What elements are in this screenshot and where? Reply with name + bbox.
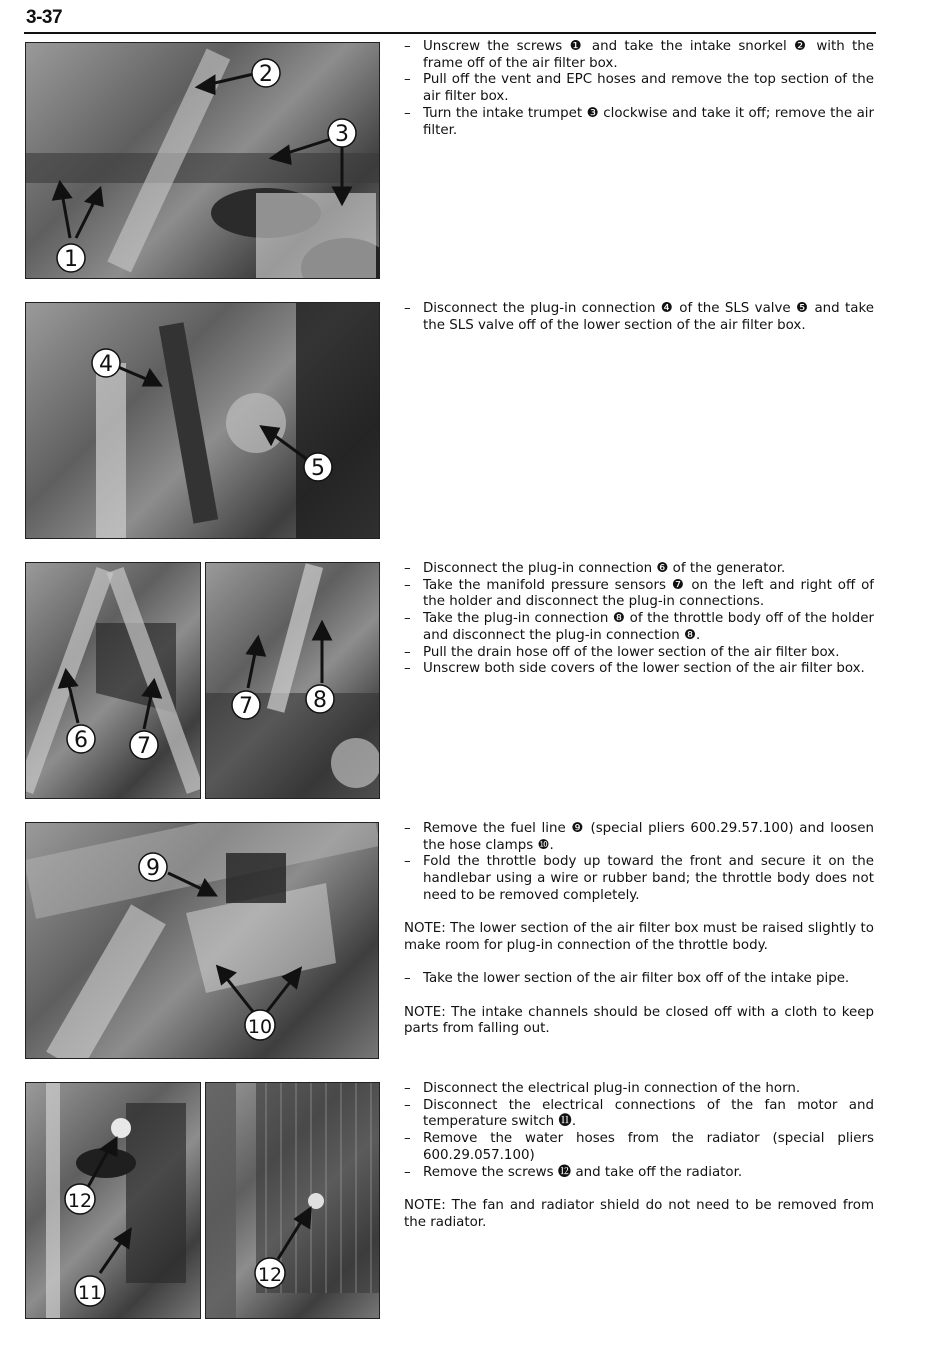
callout-4 [92, 349, 120, 377]
callout-8 [306, 685, 334, 713]
svg-text:7: 7 [137, 734, 151, 759]
svg-text:12: 12 [257, 1264, 283, 1286]
callout-6 [67, 725, 95, 753]
callout-12 [65, 1184, 95, 1214]
svg-text:9: 9 [146, 856, 160, 881]
photo-pressure-sensors [205, 562, 380, 799]
step: – Disconnect the plug-in connection ❹ of the SLS valve ❺ and take the SLS valve off of the lower section of the air filter box. [404, 301, 874, 334]
callout-9 [139, 853, 167, 881]
step: – Unscrew the screws ❶ and take the intake snorkel ❷ with the frame off of the air filter box. [404, 39, 874, 72]
svg-text:4: 4 [99, 352, 113, 377]
svg-text:5: 5 [311, 456, 325, 481]
svg-text:2: 2 [259, 62, 273, 87]
step: – Take the lower section of the air filter box off of the intake pipe. [404, 971, 874, 988]
photo-generator-connection [25, 562, 201, 799]
note: NOTE: The fan and radiator shield do not need to be removed from the radiator. [404, 1197, 874, 1230]
section-2-text [404, 301, 874, 334]
section-3-text [404, 561, 874, 678]
callout-1 [57, 244, 85, 272]
photo-fuel-line [25, 822, 379, 1059]
section-1-text [404, 39, 874, 139]
callout-10 [245, 1010, 275, 1040]
svg-text:3: 3 [335, 122, 349, 147]
step: – Take the plug-in connection ❽ of the throttle body off of the holder and disconnect the plug-in connection ❽. [404, 611, 874, 644]
note: NOTE: The intake channels should be closed off with a cloth to keep parts from falling out. [404, 1004, 874, 1037]
svg-text:10: 10 [247, 1016, 273, 1038]
step: – Disconnect the plug-in connection ❻ of the generator. [404, 561, 874, 578]
photo-radiator-screws [205, 1082, 380, 1319]
step: – Disconnect the electrical plug-in connection of the horn. [404, 1081, 874, 1098]
svg-text:11: 11 [77, 1282, 103, 1304]
photo-intake-snorkel [25, 42, 380, 279]
callout-7 [232, 691, 260, 719]
svg-text:8: 8 [313, 688, 327, 713]
step: – Pull off the vent and EPC hoses and remove the top section of the air filter box. [404, 72, 874, 105]
photo-sls-valve [25, 302, 380, 539]
step: – Fold the throttle body up toward the front and secure it on the handlebar using a wire or rubber band; the throttle body does not need to be removed completely. [404, 854, 874, 904]
step: – Pull the drain hose off of the lower section of the air filter box. [404, 645, 874, 662]
step: – Take the manifold pressure sensors ❼ on the left and right off of the holder and disconnect the plug-in connections. [404, 578, 874, 611]
step: – Remove the fuel line ❾ (special pliers 600.29.57.100) and loosen the hose clamps ❿. [404, 821, 874, 854]
callout-2 [252, 59, 280, 87]
svg-text:12: 12 [67, 1190, 93, 1212]
page-number: 3-37 [26, 7, 63, 28]
header-rule [24, 32, 876, 34]
step: – Remove the water hoses from the radiator (special pliers 600.29.057.100) [404, 1131, 874, 1164]
step: – Remove the screws ⓬ and take off the radiator. [404, 1165, 874, 1182]
step: – Disconnect the electrical connections of the fan motor and temperature switch ⓫. [404, 1098, 874, 1131]
step: – Turn the intake trumpet ❸ clockwise and take it off; remove the air filter. [404, 106, 874, 139]
photo-fan-connections [25, 1082, 201, 1319]
callout-3 [328, 119, 356, 147]
svg-text:7: 7 [239, 694, 253, 719]
callout-11 [75, 1276, 105, 1306]
svg-text:1: 1 [64, 247, 78, 272]
callout-5 [304, 453, 332, 481]
svg-text:6: 6 [74, 728, 88, 753]
section-4-text [404, 821, 874, 1055]
callout-12 [255, 1258, 285, 1288]
step: – Unscrew both side covers of the lower section of the air filter box. [404, 661, 874, 678]
callout-7 [130, 731, 158, 759]
section-5-text [404, 1081, 874, 1248]
note: NOTE: The lower section of the air filter box must be raised slightly to make room for plug-in connection of the throttle body. [404, 921, 874, 953]
